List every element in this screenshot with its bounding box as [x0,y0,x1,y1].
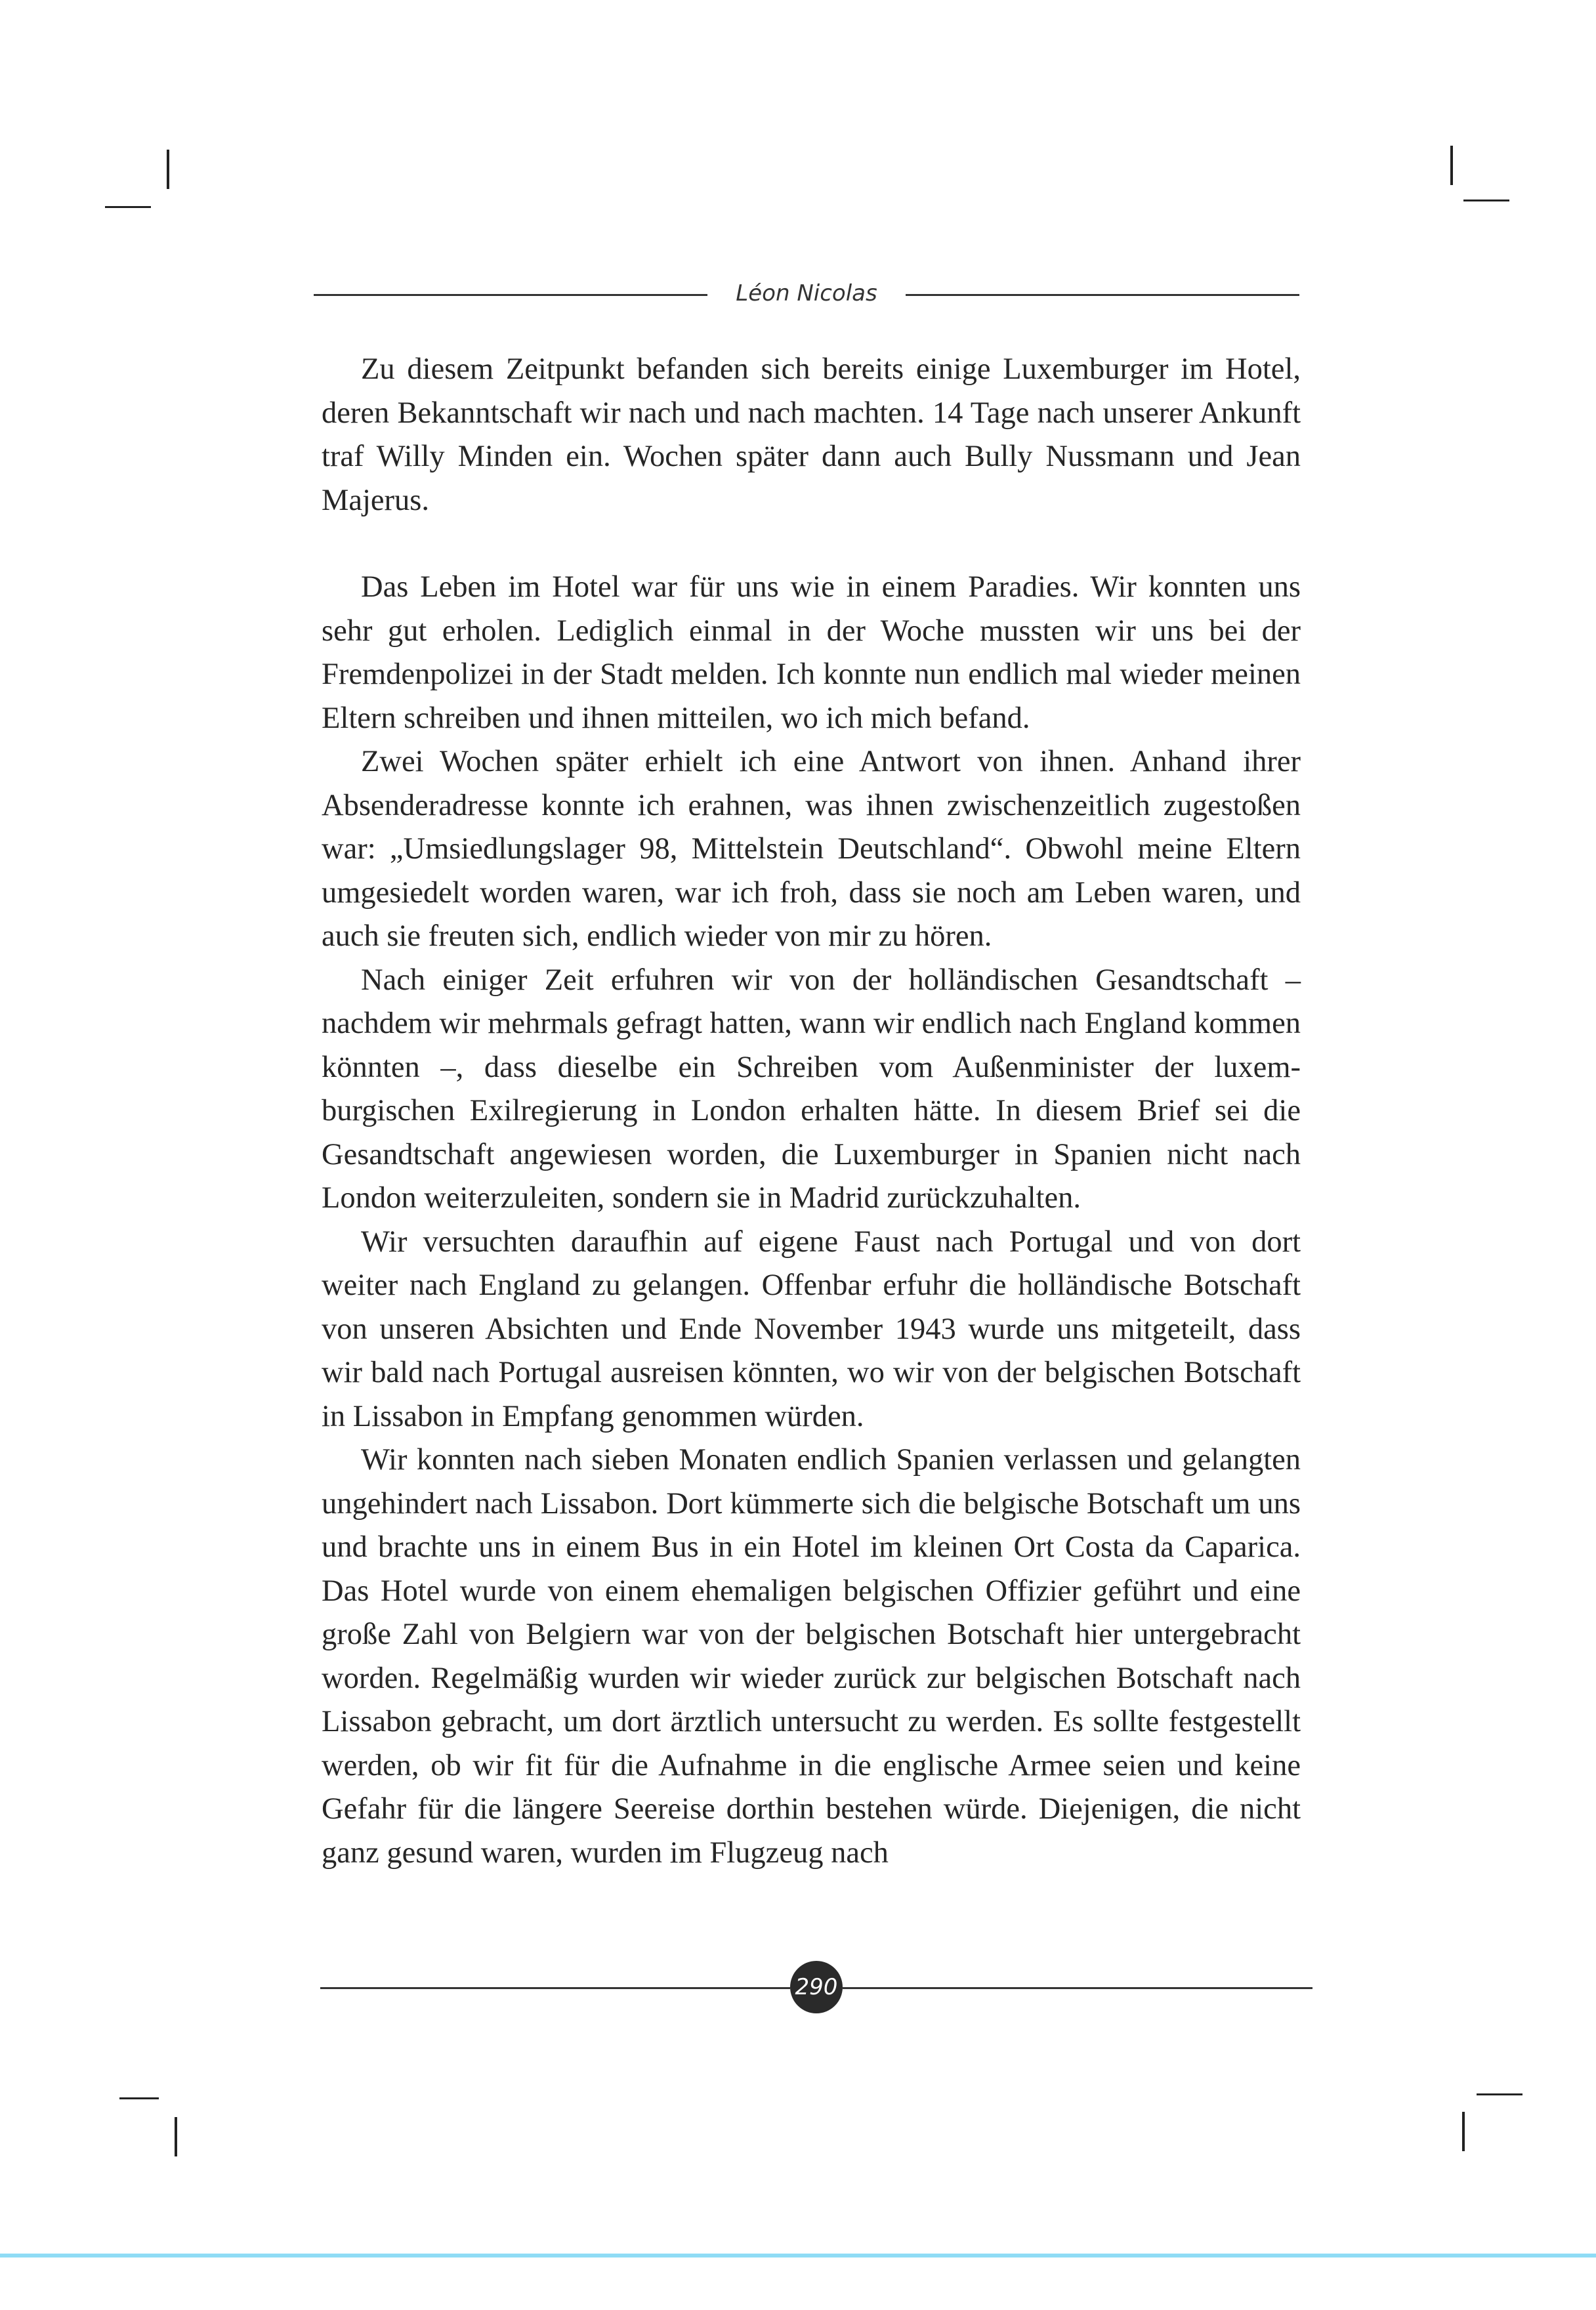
crop-mark-top-right-vertical [1450,146,1453,185]
body-text [322,348,1301,1875]
footer-rule-right [843,1987,1312,1989]
paragraph-2: Das Leben im Hotel war für uns wie in einem Paradies. Wir konnten uns sehr gut erholen. Lediglich einmal in der Woche mussten wir uns bei der Fremdenpolizei in der Stadt melden. Ich konnte nun endlich mal wieder meinen Eltern schreiben und ihnen mitteilen, wo ich mich befand. [322,570,1301,735]
header-author: Léon Nicolas [736,280,877,306]
crop-mark-top-left-vertical [167,150,169,189]
header-rule-left [314,294,707,296]
crop-mark-bottom-right-vertical [1462,2112,1465,2151]
paragraph-1: Zu diesem Zeitpunkt befanden sich bereits einige Luxemburger im Hotel, deren Bekanntschaft wir nach und nach machten. 14 Tage nach unserer Ankunft traf Willy Minden ein. Wochen später dann auch Bully Nussmann und Jean Majerus. [322,352,1301,517]
running-header [314,274,1299,314]
paragraph-3: Zwei Wochen später erhielt ich eine Antwort von ihnen. Anhand ihrer Absenderadresse konnte ich erahnen, was ihnen zwischenzeitlich zugestoßen war: „Umsiedlungslager 98, Mittelstein Deutschland“. Obwohl meine Eltern umgesiedelt worden waren, war ich froh, dass sie noch am Leben waren, und auch sie freuten sich, endlich wieder von mir zu hören. [322,745,1301,953]
crop-mark-bottom-left-horizontal [119,2097,159,2099]
paragraph-6: Wir konnten nach sieben Monaten endlich Spanien verlassen und gelangten ungehindert nach Lissabon. Dort kümmerte sich die belgische Botschaft um uns und brachte uns in einem Bus in ein Hotel im kleinen Ort Costa da Caparica. Das Hotel wurde von einem ehemaligen belgischen Offizier geführt und eine große Zahl von Belgiern war von der belgischen Botschaft hier untergebracht worden. Regelmäßig wurden wir wieder zurück zur belgischen Botschaft nach Lissabon gebracht, um dort ärztlich untersucht zu werden. Es sollte festgestellt werden, ob wir fit für die Aufnahme in die englische Armee seien und keine Gefahr für die längere Seereise dorthin bestehen würde. Diejenigen, die nicht ganz gesund waren, wurden im Flugzeug nach [322,1443,1301,1870]
page-footer [320,1960,1312,2012]
page-number-badge: 290 [790,1961,843,2013]
scan-edge-band [0,2254,1596,2258]
crop-mark-bottom-right-horizontal [1477,2093,1522,2095]
crop-mark-top-left-horizontal [105,206,151,208]
paragraph-4: Nach einiger Zeit erfuhren wir von der holländischen Gesandtschaft – nachdem wir mehrmals gefragt hatten, wann wir endlich nach England kommen könnten –, dass dieselbe ein Schreiben vom Außenminister der luxemburgischen Exilregierung in London erhalten hätte. In diesem Brief sei die Gesandtschaft angewiesen worden, die Luxemburger in Spanien nicht nach London weiterzuleiten, sondern sie in Madrid zurückzuhalten. [322,963,1301,1215]
paragraph-5: Wir versuchten daraufhin auf eigene Faust nach Portugal und von dort weiter nach England zu gelangen. Offenbar erfuhr die holländische Botschaft von unseren Absichten und Ende November 1943 wurde uns mitgeteilt, dass wir bald nach Portugal ausreisen könnten, wo wir von der belgischen Botschaft in Lissabon in Empfang genommen würden. [322,1225,1301,1433]
crop-mark-bottom-left-vertical [175,2117,177,2156]
header-rule-right [906,294,1299,296]
footer-rule-left [320,1987,790,1989]
crop-mark-top-right-horizontal [1463,200,1509,201]
